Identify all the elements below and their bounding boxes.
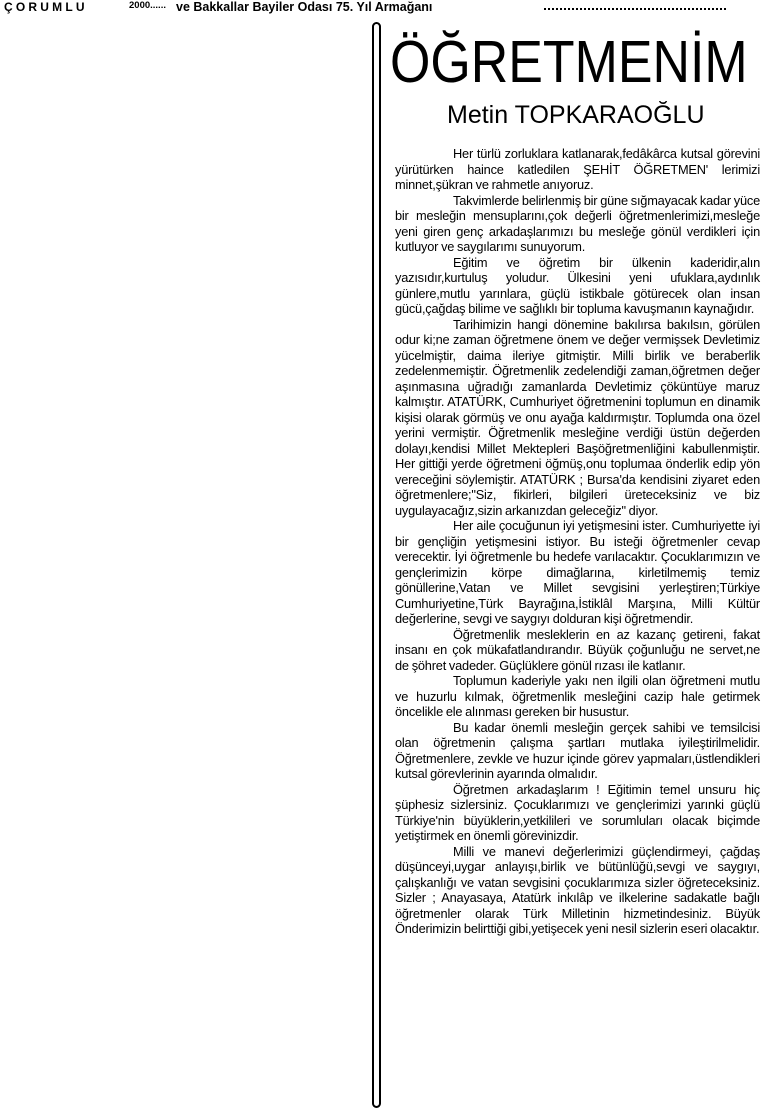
article-paragraph: Her aile çocuğunun iyi yetişmesini ister. Cumhuriyette iyi bir gençliğin yetişmesini istiyor. Bu isteği öğretmenler cevap verecektir. İyi öğretmenle bu hedefe varılacaktır. Çocuklarımızın ve gençlerimizin körpe dimağlarına, kirletilmemiş temiz gönüllerine,Vatan ve Millet sevgisini yerleştiren;Türkiye Cumhuriyetine,Türk Bayrağına,İstiklâl Marşına, Milli Kültür değerlerine, sevgi ve saygıyı dolduran kişi öğretmendir. — [395, 518, 760, 626]
article-paragraph: Eğitim ve öğretim bir ülkenin kaderidir,alın yazısıdır,kurtuluş yoludur. Ülkesini yeni ufuklara,aydınlık günlere,mutlu yarınlara, güçlü istikbale götürecek olan insan gücü,çağdaş bilime ve sağlıklı bir topluma kavuşmanın kaynağıdır. — [395, 254, 760, 316]
article-paragraph: Öğretmen arkadaşlarım ! Eğitimin temel unsuru hiç şüphesiz sizlersiniz. Çocuklarımızı ve gençlerimizi yarınki güçlü Türkiye'nin büyüklerin,yetkilileri ve sorumluları olacak biçimde yetiştirmek en önemli görevinizdir. — [395, 781, 760, 843]
article-title: ÖĞRETMENİM — [390, 29, 748, 95]
article-paragraph: Milli ve manevi değerlerimizi güçlendirmeyi, çağdaş düşünceyi,uygar anlayışı,birlik ve bütünlüğü,sevgi ve saygıyı, çalışkanlığı ve vatan sevgisini çocuklarımıza sizler öğreteceksiniz. Sizler ; Anayasaya, Atatürk inkılâp ve ilkelerine sadakatle bağlı öğretmenler olarak Türk Milletinin hizmetindesiniz. Büyük Önderimizin belirttiği gibi,yetişecek yeni nesil sizlerin eseri olacaktır. — [395, 843, 760, 936]
article-body — [395, 146, 760, 937]
header-dedication: ve Bakkallar Bayiler Odası 75. Yıl Armağanı — [176, 0, 433, 14]
publication-name: ÇORUMLU — [4, 0, 88, 14]
running-header — [4, 0, 768, 16]
article-paragraph: Toplumun kaderiyle yakı nen ilgili olan öğretmeni mutlu ve huzurlu kılmak, öğretmenlik mesleğini cazip hale getirmek öncelikle ele alınması gereken bir husustur. — [395, 673, 760, 719]
article-paragraph: Takvimlerde belirlenmiş bir güne sığmayacak kadar yüce bir mesleğin mensuplarını,çok değerli öğretmenlerimizi,mesleğe yeni giren genç arkadaşlarımızı bu mesleğe gönül verdikleri için kutluyor ve saygılarımı sunuyorum. — [395, 192, 760, 254]
article-paragraph: Öğretmenlik mesleklerin en az kazanç getireni, fakat insanı en çok mükafatlandırandır. Büyük çoğunluğu ne servet,ne de şöhret vadeder. Güçlüklere gönül rızası ile katlanır. — [395, 626, 760, 673]
header-dotted-rule — [544, 8, 726, 10]
article-paragraph: Tarihimizin hangi dönemine bakılırsa bakılsın, görülen odur ki;ne zaman öğretmene önem ve değer vermişsek Devletimiz yücelmiştir, daima ileriye gitmiştir. Milli birlik ve beraberlik zedelenmemiştir. Öğretmenlik zedelendiği zaman,öğretmen değer aşınmasına uğradığı zamanlarda Devletimiz çöküntüye maruz kalmıştır. ATATÜRK, Cumhuriyet öğretmenini toplumun en dinamik kişisi olarak görmüş ve onu ayağa kaldırmıştır. Toplumda ona özel yerini vermiştir. Öğretmenlik mesleğine verdiği üstün değerden dolayı,kendisi Millet Mektepleri Başöğretmenliğini kabullenmiştir. Her gittiği yerde öğretmeni öğmüş,onu toplumaa önderlik edip yön vereceğini söylemiştir. ATATÜRK ; Bursa'da kendisini ziyaret eden öğretmenlere;"Siz, fikirleri, bilgileri üreteceksiniz ve biz uygulayacağız,sizin arkanızdan geleceğiz" diyor. — [395, 316, 760, 518]
header-year: 2000...... — [129, 0, 166, 11]
vertical-column-bar — [372, 22, 381, 1108]
article-paragraph: Bu kadar önemli mesleğin gerçek sahibi ve temsilcisi olan öğretmenin çalışma şartları mutlaka iyileştirilmelidir. Öğretmenlere, zevkle ve huzur içinde görev yapmaları,üstlendikleri kutsal görevlerinin ayarında olmalıdır. — [395, 719, 760, 781]
article-paragraph: Her türlü zorluklara katlanarak,fedâkârca kutsal görevini yürütürken haince katledilen ŞEHİT ÖĞRETMEN' lerimizi minnet,şükran ve rahmetle anıyoruz. — [395, 146, 760, 192]
article-author: Metin TOPKARAOĞLU — [447, 101, 705, 129]
